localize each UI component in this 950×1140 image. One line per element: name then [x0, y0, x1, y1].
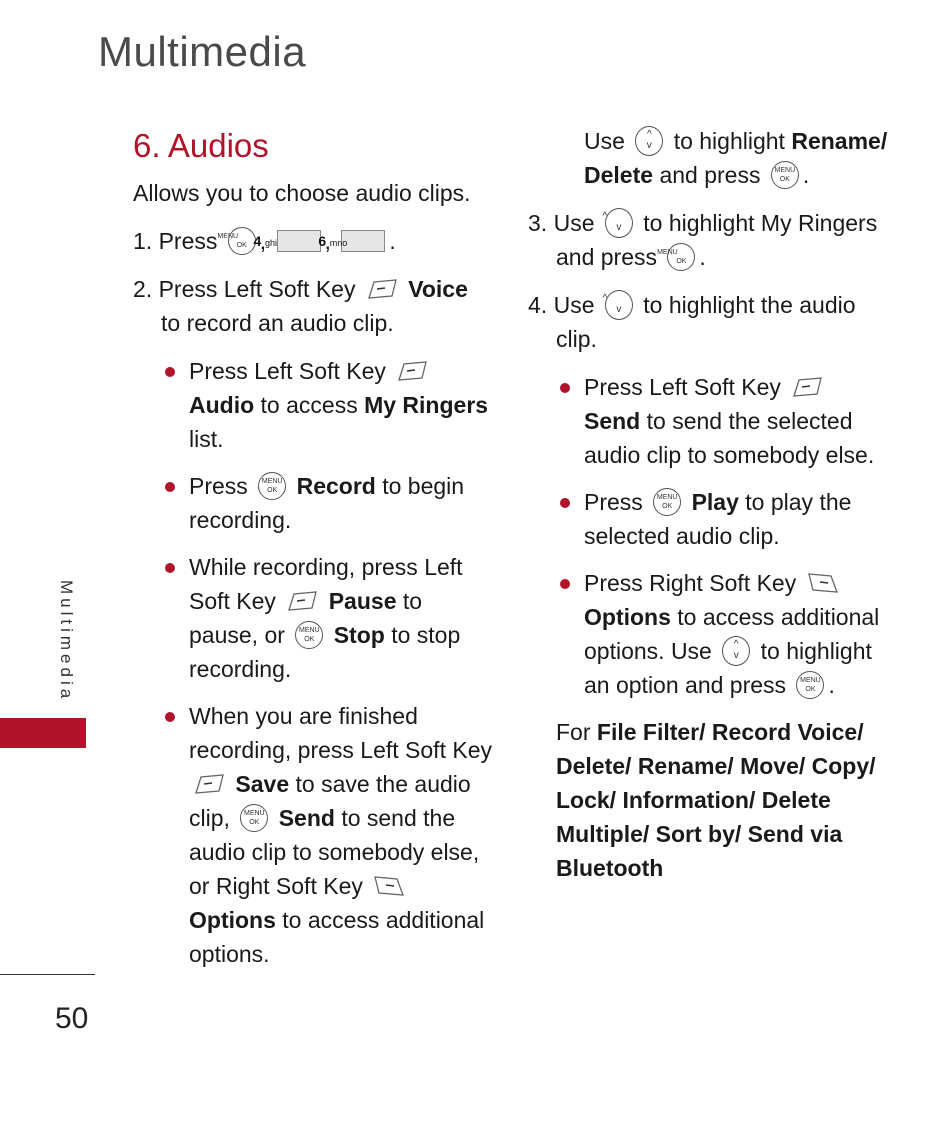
- navigation-key-icon: ^ v: [635, 126, 663, 156]
- step-2: 2. Press Left Soft Key Voice to record an audio clip.: [133, 276, 468, 336]
- left-soft-key-icon: [286, 590, 318, 612]
- left-column: [133, 124, 493, 984]
- section-intro: Allows you to choose audio clips.: [133, 180, 471, 206]
- navigation-key-icon: ^ v: [722, 636, 750, 666]
- list-item: Press Left Soft Key Send to send the selected audio clip to somebody else.: [584, 370, 888, 472]
- menu-ok-key-icon: MENU OK: [295, 621, 323, 649]
- menu-ok-key-icon: MENU OK: [240, 804, 268, 832]
- side-tab-label: Multimedia: [57, 580, 76, 703]
- menu-ok-key-icon: MENU OK: [667, 243, 695, 271]
- left-bullet-list: [133, 354, 493, 971]
- right-column: [528, 124, 888, 899]
- key-4-icon: 4 ghi: [277, 230, 321, 252]
- menu-ok-key-icon: MENU OK: [228, 227, 256, 255]
- list-item: Press Left Soft Key Audio to access My Ringers list.: [189, 354, 493, 456]
- step-number: 1.: [133, 228, 153, 254]
- list-item: Press Right Soft Key Options to access additional options. Use ^ v to highlight an option and press MENU OK .: [584, 566, 888, 702]
- step-text: Press: [158, 228, 218, 254]
- left-soft-key-icon: [791, 376, 823, 398]
- side-tab-marker: [0, 718, 86, 748]
- step-1: 1. Press MENU OK 4 ghi 6 mno .: [133, 228, 396, 254]
- list-item: Press MENU OK Record to begin recording.: [189, 469, 493, 537]
- menu-ok-key-icon: MENU OK: [653, 488, 681, 516]
- right-bullet-list: [528, 370, 888, 702]
- navigation-key-icon: ^ v: [605, 208, 633, 238]
- footer-rule: [0, 974, 95, 975]
- step-3: 3. Use ^ v to highlight My Ringers and press MENU OK .: [528, 206, 888, 274]
- left-soft-key-icon: [366, 278, 398, 300]
- right-soft-key-icon: [373, 875, 405, 897]
- left-soft-key-icon: [396, 360, 428, 382]
- list-item: Press MENU OK Play to play the selected audio clip.: [584, 485, 888, 553]
- options-list: For File Filter/ Record Voice/ Delete/ Rename/ Move/ Copy/ Lock/ Information/ Delete Multiple/ Sort by/ Send via Bluetooth: [556, 719, 876, 881]
- key-6-icon: 6 mno: [341, 230, 385, 252]
- page-header-title: Multimedia: [98, 28, 307, 75]
- menu-ok-key-icon: MENU OK: [771, 161, 799, 189]
- section-title: 6. Audios: [133, 127, 269, 164]
- menu-ok-key-icon: MENU OK: [258, 472, 286, 500]
- menu-ok-key-icon: MENU OK: [796, 671, 824, 699]
- right-soft-key-icon: [807, 572, 839, 594]
- page-number: 50: [55, 1002, 89, 1035]
- list-item: When you are finished recording, press Left Soft Key Save to save the audio clip, MENU OK Send to send the audio clip to somebody else, or Right Soft Key Options to access additional options.: [189, 699, 493, 971]
- list-item: While recording, press Left Soft Key Pause to pause, or MENU OK Stop to stop recording.: [189, 550, 493, 686]
- step-2-continuation: Use ^ v to highlight Rename/ Delete and press MENU OK .: [528, 124, 888, 192]
- step-4: 4. Use ^ v to highlight the audio clip.: [528, 288, 888, 356]
- navigation-key-icon: ^ v: [605, 290, 633, 320]
- left-soft-key-icon: [193, 773, 225, 795]
